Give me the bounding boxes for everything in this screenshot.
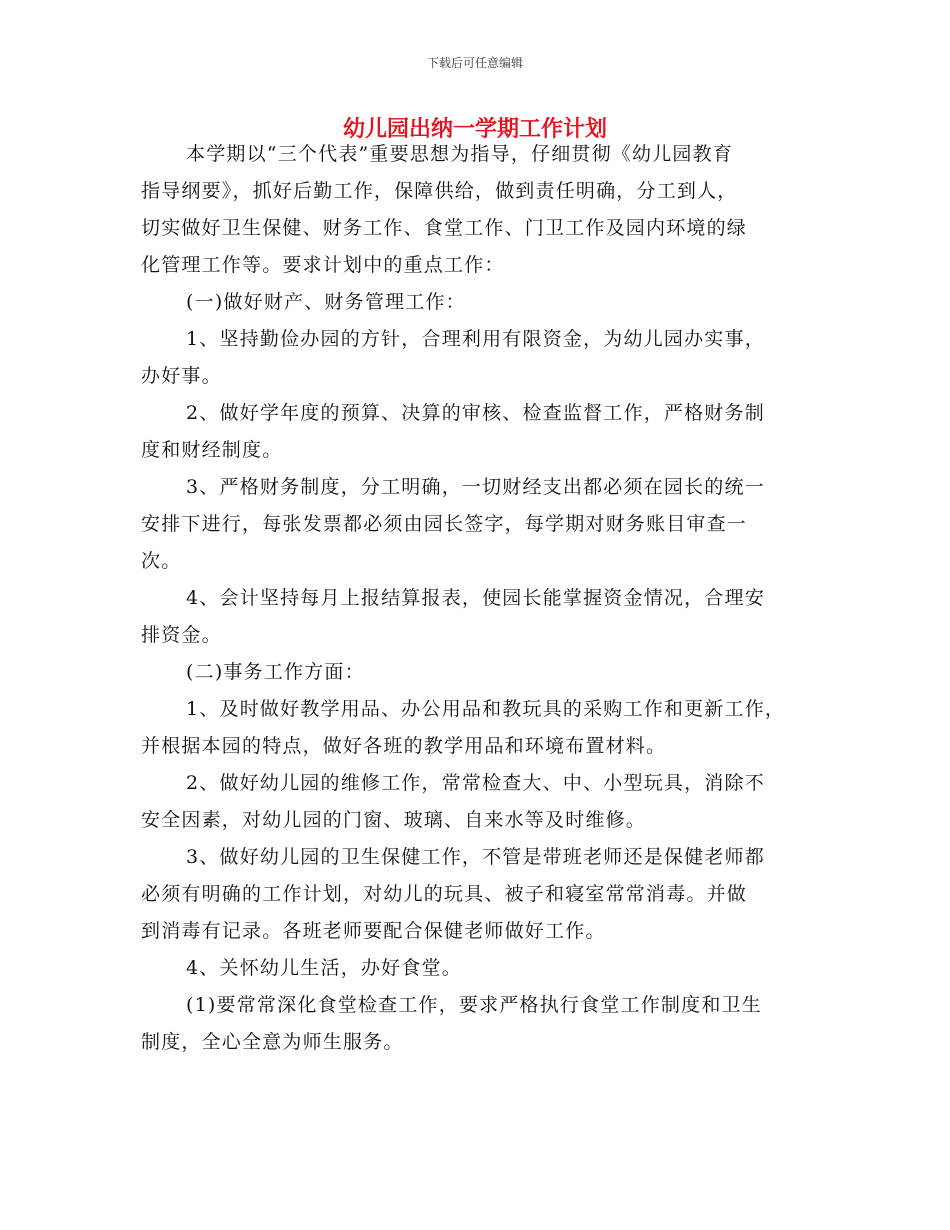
paragraph-line: 4、关怀幼儿生活，办好食堂。 (186, 957, 462, 979)
paragraph-line: 4、会计坚持每月上报结算报表，使园长能掌握资金情况，合理安 (186, 587, 765, 609)
paragraph (141, 765, 813, 839)
paragraph-line: 到消毒有记录。各班老师要配合保健老师做好工作。 (141, 920, 606, 942)
paragraph (141, 691, 813, 765)
document-title: 幼儿园出纳一学期工作计划 (342, 117, 607, 142)
paragraph-line: 并根据本园的特点，做好各班的教学用品和环境布置材料。 (141, 735, 667, 757)
paragraph (141, 654, 813, 691)
paragraph (141, 469, 813, 580)
paragraph-line: 2、做好幼儿园的维修工作，常常检查大、中、小型玩具，消除不 (186, 772, 765, 794)
paragraph-line: 办好事。 (141, 365, 222, 387)
paragraph (141, 987, 813, 1061)
paragraph (141, 839, 813, 950)
paragraph-line: 1、及时做好教学用品、办公用品和教玩具的采购工作和更新工作， (186, 698, 786, 720)
paragraph-line: (1)要常常深化食堂检查工作，要求严格执行食堂工作制度和卫生 (186, 994, 762, 1016)
paragraph-line: 2、做好学年度的预算、决算的审核、检查监督工作，严格财务制 (186, 402, 765, 424)
paragraph-line: 3、做好幼儿园的卫生保健工作，不管是带班老师还是保健老师都 (186, 846, 765, 868)
paragraph-line: (二)事务工作方面： (186, 661, 365, 683)
paragraph-line: 安排下进行，每张发票都必须由园长签字，每学期对财务账目审查一 (141, 513, 748, 535)
paragraph (141, 284, 813, 321)
document-body (141, 136, 813, 1061)
paragraph-line: 必须有明确的工作计划，对幼儿的玩具、被子和寝室常常消毒。并做 (141, 883, 748, 905)
paragraph (141, 580, 813, 654)
paragraph-line: (一)做好财产、财务管理工作： (186, 291, 466, 313)
paragraph-line: 本学期以“三个代表”重要思想为指导，仔细贯彻《幼儿园教育 (186, 143, 734, 165)
paragraph-line: 制度，全心全意为师生服务。 (141, 1031, 404, 1053)
paragraph-line: 指导纲要》，抓好后勤工作，保障供给，做到责任明确，分工到人， (141, 180, 738, 202)
paragraph (141, 395, 813, 469)
paragraph (141, 950, 813, 987)
paragraph-line: 切实做好卫生保健、财务工作、食堂工作、门卫工作及园内环境的绿 (141, 217, 748, 239)
paragraph (141, 136, 813, 284)
paragraph-line: 排资金。 (141, 624, 222, 646)
header-note: 下载后可任意编辑 (426, 56, 523, 70)
paragraph (141, 321, 813, 395)
paragraph-line: 度和财经制度。 (141, 439, 283, 461)
paragraph-line: 安全因素，对幼儿园的门窗、玻璃、自来水等及时维修。 (141, 809, 647, 831)
paragraph-line: 1、坚持勤俭办园的方针，合理利用有限资金，为幼儿园办实事， (186, 328, 765, 350)
paragraph-line: 化管理工作等。要求计划中的重点工作： (141, 254, 505, 276)
paragraph-line: 次。 (141, 550, 182, 572)
paragraph-line: 3、严格财务制度，分工明确，一切财经支出都必须在园长的统一 (186, 476, 765, 498)
